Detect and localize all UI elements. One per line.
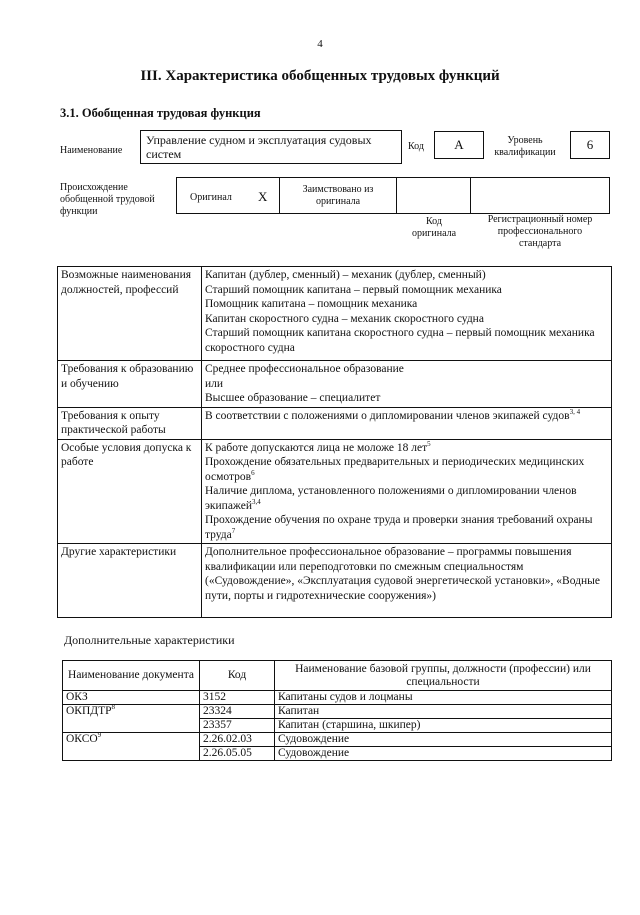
experience-text: В соответствии с положениями о дипломировании членов экипажей судов — [205, 409, 570, 422]
page-number: 4 — [317, 38, 323, 50]
list-item: Старший помощник капитана скоростного судна – первый помощник механика скоростного судна — [205, 327, 595, 354]
level-value: 6 — [570, 131, 610, 159]
additional-title: Дополнительные характеристики — [64, 633, 235, 647]
code-cell: 2.26.02.03 — [200, 733, 275, 747]
additional-table — [62, 660, 612, 761]
code-label: Код — [408, 141, 424, 152]
name-cell: Капитан (старшина, шкипер) — [275, 719, 612, 733]
conditions-label: Особые условия допуска к работе — [58, 439, 202, 544]
table-row — [58, 544, 612, 618]
list-item: или — [205, 377, 224, 390]
list-item: Высшее образование – специалитет — [205, 392, 381, 404]
code-cell: 2.26.05.05 — [200, 747, 275, 761]
divider — [396, 177, 397, 214]
reg-number-caption: Регистрационный номер профессионального стандарта — [487, 214, 593, 249]
subsection-title: 3.1. Обобщенная трудовая функция — [60, 106, 261, 120]
header-name: Наименование базовой группы, должности (профессии) или специальности — [275, 661, 612, 691]
original-label: Оригинал — [190, 192, 232, 203]
divider — [279, 177, 280, 214]
table-row — [58, 439, 612, 544]
list-item: Капитан скоростного судна – механик скоростного судна — [205, 312, 484, 325]
table-row — [58, 361, 612, 408]
other-label: Другие характеристики — [58, 544, 202, 618]
characteristics-table — [57, 266, 612, 618]
list-item: Прохождение обучения по охране труда и проверки знания требований охраны труда$^7$ — [205, 514, 593, 541]
education-label: Требования к образованию и обучению — [58, 361, 202, 408]
experience-cell — [202, 407, 612, 439]
doc-cell: ОКЗ — [63, 691, 200, 705]
list-item: Среднее профессиональное образование — [205, 363, 404, 375]
footnote-ref: 3, 4 — [569, 407, 581, 416]
doc-cell: ОКПДТР$^8$ — [63, 705, 200, 733]
header-doc: Наименование документа — [63, 661, 200, 691]
list-item: К работе допускаются лица не моложе 18 лет$^5$ — [205, 439, 431, 454]
list-item: Прохождение обязательных предварительных и периодических медицинских осмотров$^6$ — [205, 456, 585, 483]
table-header-row — [63, 661, 612, 691]
origin-label: Происхождение обобщенной трудовой функции — [60, 182, 155, 217]
code-original-caption: Код оригинала — [411, 216, 457, 239]
positions-cell — [202, 267, 612, 361]
name-cell: Капитан — [275, 705, 612, 719]
original-mark: X — [258, 189, 268, 204]
education-cell — [202, 361, 612, 408]
section-title: III. Характеристика обобщенных трудовых функций — [140, 68, 500, 84]
list-item: Помощник капитана – помощник механика — [205, 298, 418, 310]
name-cell: Судовождение — [275, 747, 612, 761]
code-value: А — [434, 131, 484, 159]
name-cell: Капитаны судов и лоцманы — [275, 691, 612, 705]
positions-label: Возможные наименования должностей, профессий — [58, 267, 202, 361]
list-item: Наличие диплома, установленного положениями о дипломировании членов экипажей$^{3,4}$ — [205, 485, 577, 512]
name-value: Управление судном и эксплуатация судовых систем — [140, 130, 402, 164]
name-cell: Судовождение — [275, 733, 612, 747]
divider — [470, 177, 471, 214]
code-cell: 23324 — [200, 705, 275, 719]
experience-label: Требования к опыту практической работы — [58, 407, 202, 439]
table-row — [58, 267, 612, 361]
code-cell: 23357 — [200, 719, 275, 733]
conditions-cell — [202, 439, 612, 544]
list-item: Капитан (дублер, сменный) – механик (дублер, сменный) — [205, 269, 486, 281]
table-row — [63, 705, 612, 719]
table-row — [58, 407, 612, 439]
doc-cell: ОКСО$^9$ — [63, 733, 200, 761]
code-cell: 3152 — [200, 691, 275, 705]
borrowed-label: Заимствовано из оригинала — [302, 184, 374, 207]
list-item: Старший помощник капитана – первый помощник механика — [205, 283, 502, 296]
level-label: Уровень квалификации — [494, 135, 556, 158]
table-row — [63, 691, 612, 705]
table-row — [63, 733, 612, 747]
name-label: Наименование — [60, 145, 123, 156]
header-code: Код — [200, 661, 275, 691]
other-cell: Дополнительное профессиональное образование – программы повышения квалификации или переподготовки по смежным специальностям («Судовождение», «Эксплуатация судовой энергетической установки», «Водные пути, порты и гидротехнические сооружения») — [202, 544, 612, 618]
